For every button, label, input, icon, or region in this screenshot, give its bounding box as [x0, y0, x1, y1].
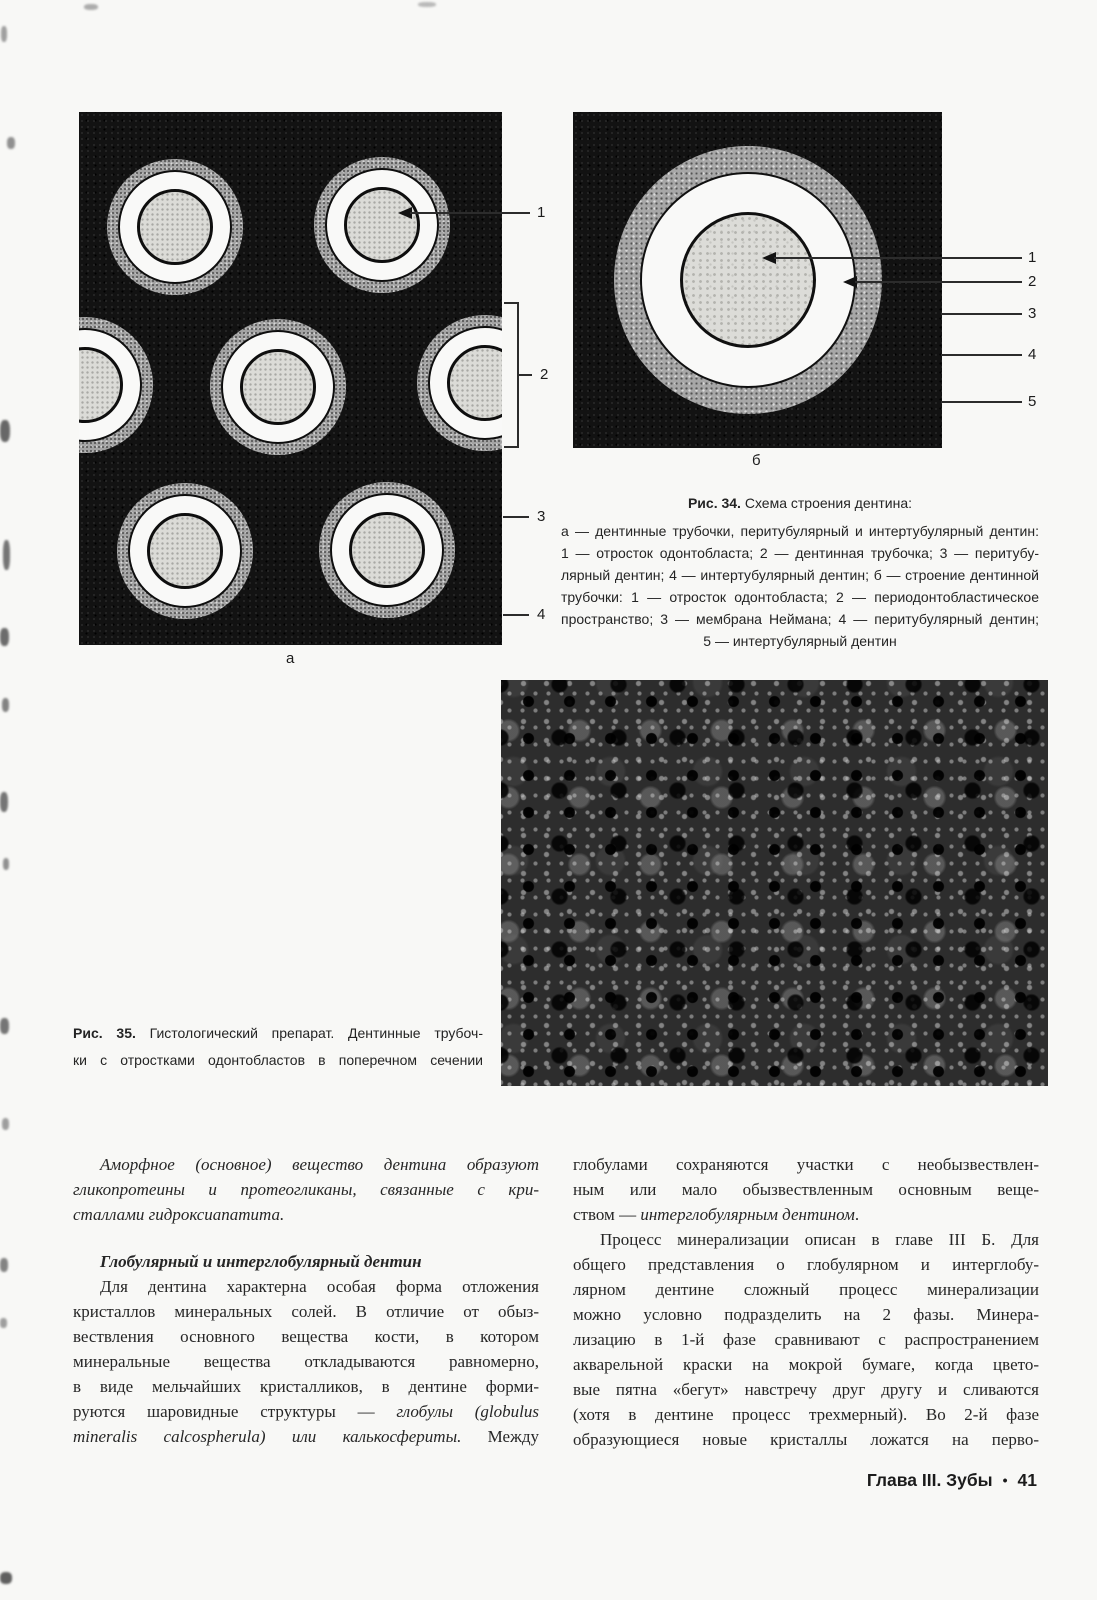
scan-artifact [0, 628, 9, 646]
figure35-histology-photo [501, 680, 1048, 1086]
figure34-panel-a-diagram [79, 112, 502, 645]
dentin-tubule-circle [117, 483, 253, 619]
dentin-tubule-circle [210, 319, 346, 455]
dentin-tubule-circle [417, 315, 502, 451]
pointer-line-4a [503, 614, 529, 616]
dentin-tubule-circle [314, 157, 450, 293]
bracket-2a-tick [517, 374, 532, 376]
bracket-2a-top [504, 302, 519, 304]
pointer-label-4b: 4 [1028, 346, 1037, 363]
dentin-tubule-circle [319, 482, 455, 618]
scan-artifact [0, 420, 10, 442]
dentin-tubule-circle [79, 317, 153, 453]
page-number: 41 [1017, 1470, 1037, 1490]
scan-artifact [0, 1572, 12, 1584]
paragraph: Аморфное (основное) вещество дентина образуют гликопротеины и протеогликаны, связанные с кри- сталлами гидроксиапатита. [73, 1155, 539, 1224]
figure34-panel-b-diagram [573, 112, 942, 448]
pointer-line-3a [503, 516, 529, 518]
paragraph: Процесс минерализации описан в главе III Б. Для общего представления о глобулярном и интерглобу- лярном дентине сложный процесс минерализации можно условно подразделить на 2 фазы. Минера- лизацию в 1-й фазе сравнивают с распространением акварельной краски на мокрой бумаге, когда цвето- вые пятна «бегут» навстречу друг другу и сливаются (хотя в дентине процесс трехмерный). Во 2-й фазе образующиеся новые кристаллы ложатся на перво- [573, 1230, 1039, 1449]
pointer-label-1a: 1 [537, 204, 546, 221]
scan-artifact [3, 858, 9, 870]
pointer-line-4b [941, 354, 1022, 356]
panel-b-label: б [752, 452, 761, 469]
scan-artifact [2, 698, 9, 712]
scan-artifact [0, 792, 8, 812]
figure35-caption-text: Рис. 35. Гистологический препарат. Дентинные трубоч- ки с отростками одонтобластов в поперечном сечении [73, 1025, 483, 1068]
dentin-tubule-circle-large [614, 146, 882, 414]
pointer-label-2a: 2 [540, 366, 549, 383]
pointer-label-4a: 4 [537, 606, 546, 623]
chapter-title: Глава III. Зубы [866, 1470, 993, 1490]
scan-artifact [1, 26, 7, 42]
pointer-label-3b: 3 [1028, 305, 1037, 322]
pointer-label-3a: 3 [537, 508, 546, 525]
figure34-caption-title: Рис. 34. Схема строения дентина: [687, 495, 913, 511]
pointer-line-1b [774, 257, 1022, 259]
pointer-label-1b: 1 [1028, 249, 1037, 266]
footer-bullet: • [1002, 1472, 1008, 1488]
figure34-caption-text: а — дентинные трубочки, перитубулярный и интертубулярный дентин: 1 — отросток одонтобласта; 2 — дентинная трубочка; 3 — перитубу- лярный дентин; 4 — интертубулярный дентин; б — строение дентинной трубочки: 1 — отросток одонтобласта; 2 — периодонтобластическое пространство; 3 — мембрана Неймана; 4 — перитубулярный дентин; 5 — интертубулярный дентин [561, 523, 1039, 649]
pointer-label-5b: 5 [1028, 393, 1037, 410]
scan-artifact [7, 137, 15, 149]
bracket-2a-bottom [504, 446, 519, 448]
page-footer [600, 1470, 1037, 1491]
scan-artifact [0, 1258, 8, 1272]
scan-artifact [418, 2, 436, 7]
text-column-right [573, 1152, 1039, 1452]
paragraph: Глобулярный и интерглобулярный дентин [100, 1252, 422, 1271]
pointer-line-1a [410, 212, 530, 214]
pointer-line-2b [855, 281, 1022, 283]
pointer-line-3b [941, 313, 1022, 315]
paragraph: глобулами сохраняются участки с необызвествлен- ным или мало обызвествленным основным веще- ством — интерглобулярным дентином. [573, 1155, 1039, 1224]
scan-artifact [0, 1018, 9, 1034]
pointer-label-2b: 2 [1028, 273, 1037, 290]
scan-artifact [2, 1118, 9, 1130]
scan-artifact [84, 4, 98, 10]
pointer-line-5b [941, 401, 1022, 403]
scan-artifact [0, 1318, 7, 1328]
text-column-left [73, 1152, 539, 1449]
panel-a-label: а [286, 650, 295, 667]
dentin-tubule-circle [107, 159, 243, 295]
paragraph: Для дентина характерна особая форма отложения кристаллов минеральных солей. В отличие от обыз- вествления основного вещества кости, в котором минеральные вещества откладываются равномерно, в виде мельчайших кристалликов, в дентине форми- руются шаровидные структуры — глобулы (globulus mineralis calcospherula) или калькосфериты. Между [73, 1277, 539, 1446]
scan-artifact [3, 540, 10, 570]
